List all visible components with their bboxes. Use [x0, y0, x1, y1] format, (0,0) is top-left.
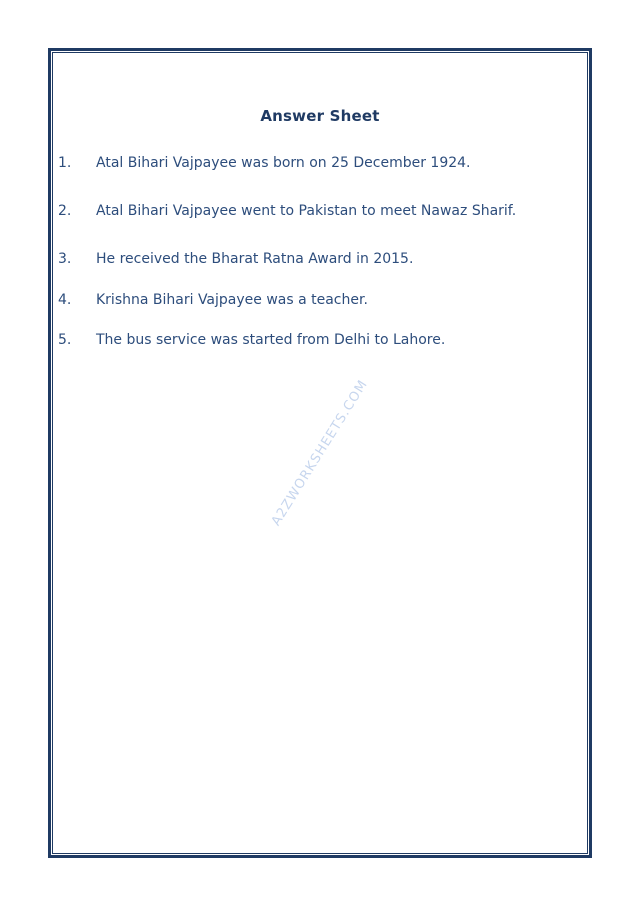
answer-text: Atal Bihari Vajpayee went to Pakistan to meet Nawaz Sharif.: [96, 203, 517, 219]
answer-number: 1.: [58, 155, 72, 171]
answer-item: [58, 251, 580, 273]
answer-number: 5.: [58, 332, 72, 348]
answer-item: [58, 203, 580, 225]
answer-number: 3.: [58, 251, 72, 267]
answer-text: Krishna Bihari Vajpayee was a teacher.: [96, 292, 368, 308]
answer-text: The bus service was started from Delhi to Lahore.: [96, 332, 446, 348]
answer-number: 4.: [58, 292, 72, 308]
answer-item: [58, 155, 580, 177]
answer-item: [58, 332, 580, 354]
answer-text: He received the Bharat Ratna Award in 2015.: [96, 251, 414, 267]
page-title: Answer Sheet: [260, 107, 380, 125]
watermark: A2ZWORKSHEETS.COM: [268, 377, 372, 529]
answer-item: [58, 292, 580, 314]
answer-number: 2.: [58, 203, 72, 219]
answer-text: Atal Bihari Vajpayee was born on 25 December 1924.: [96, 155, 471, 171]
